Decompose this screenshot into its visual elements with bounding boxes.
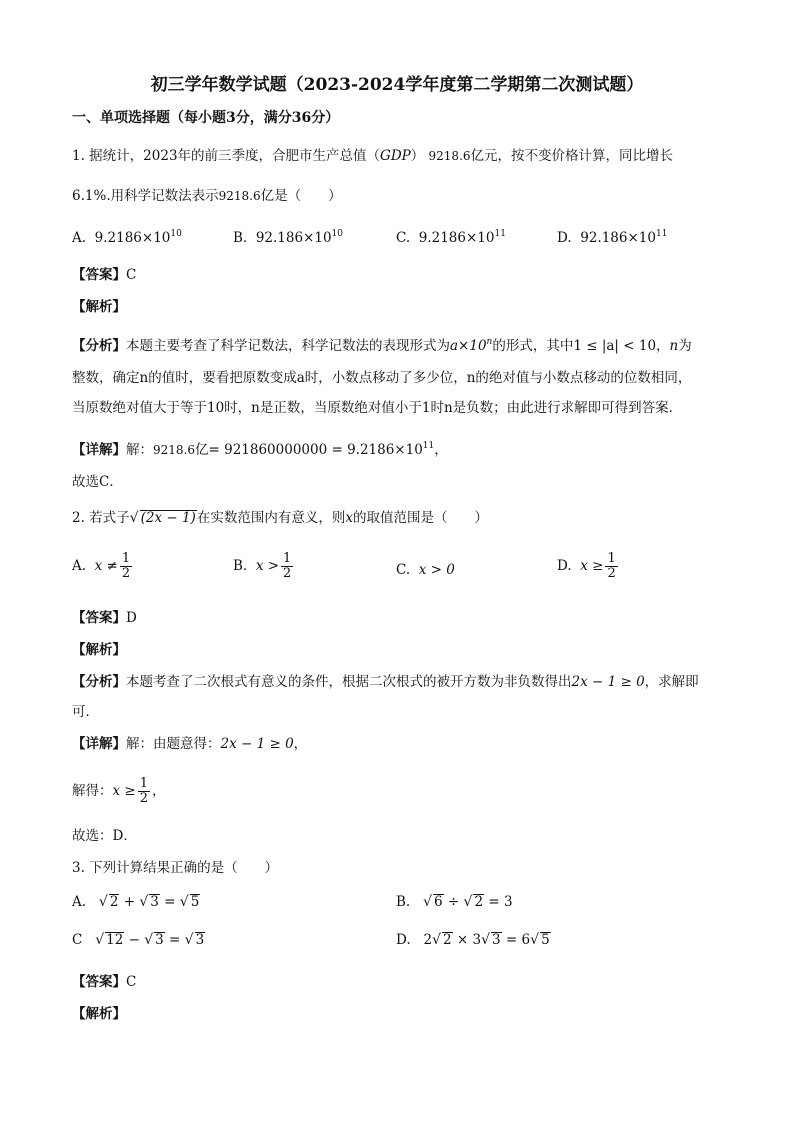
result: 3 bbox=[503, 894, 513, 910]
q2-solve bbox=[72, 774, 166, 808]
option-exponent: 11 bbox=[494, 229, 506, 239]
q3-option-b[interactable]: B. √ 6 ÷ √ 2 = 3 bbox=[396, 894, 513, 910]
option-value: x > bbox=[255, 558, 280, 574]
fenxi-math: 2x − 1 ≥ 0 bbox=[571, 674, 645, 690]
option-exponent: 10 bbox=[331, 229, 343, 239]
q1-fenxi-line2: 整数，确定n的值时，要看把原数变成a时，小数点移动了多少位，n的绝对值与小数点移动的位数相同， bbox=[72, 370, 692, 386]
option-label: C. bbox=[396, 562, 411, 578]
fraction bbox=[281, 552, 293, 581]
page-title: 初三学年数学试题（2023-2024学年度第二学期第二次测试题） bbox=[150, 75, 644, 95]
option-label: B. bbox=[233, 558, 248, 574]
q3-option-c[interactable]: C √ 12 − √ 3 = √ 3 bbox=[72, 932, 205, 948]
q2-radicand: (2x − 1) bbox=[140, 510, 196, 526]
q1-text: .用科学记数法表示 bbox=[106, 188, 219, 204]
q1-option-d[interactable] bbox=[557, 229, 667, 246]
q2-analysis-label: 【解析】 bbox=[72, 642, 126, 658]
option-label: B. bbox=[396, 894, 411, 910]
denominator: 2 bbox=[121, 566, 131, 581]
q1-text: ） bbox=[410, 148, 425, 164]
coefficient: 2 bbox=[423, 932, 433, 948]
fenxi-label: 【分析】 bbox=[72, 338, 126, 354]
q2-choose: 故选：D． bbox=[72, 828, 137, 844]
answer-value: D bbox=[126, 610, 137, 626]
section-heading: 一、单项选择题（每小题3分，满分36分） bbox=[72, 110, 340, 126]
q3-stem: 3. 下列计算结果正确的是（ ） bbox=[72, 860, 279, 876]
option-value: 9.2186×10 bbox=[418, 230, 495, 246]
radicand: 2 bbox=[474, 894, 484, 910]
q3-option-d[interactable]: D. 2√ 2 × 3√ 3 = 6√ 5 bbox=[396, 932, 550, 948]
q3-option-a[interactable]: A. √ 2 + √ 3 = √ 5 bbox=[72, 894, 200, 910]
fenxi-math: a×10 bbox=[450, 338, 487, 354]
coefficient: 3 bbox=[472, 932, 482, 948]
q2-fenxi-line1 bbox=[72, 672, 699, 692]
detail-math: = 921860000000 = 9.2186×10 bbox=[208, 442, 423, 458]
q2-fenxi-line2: 可． bbox=[72, 704, 99, 720]
answer-label: 【答案】 bbox=[72, 610, 126, 626]
q1-percent: 6.1% bbox=[72, 188, 107, 204]
option-value: x ≠ bbox=[94, 558, 118, 574]
sqrt-icon: √ bbox=[463, 894, 473, 910]
q1-detail bbox=[72, 436, 448, 460]
q1-text: 亿是（ ） bbox=[260, 188, 342, 204]
option-label: D. bbox=[396, 932, 411, 948]
sqrt-icon: √ bbox=[423, 894, 433, 910]
q1-option-b[interactable] bbox=[233, 229, 343, 246]
q1-fenxi-line1 bbox=[72, 332, 692, 356]
fenxi-text: ，求解即 bbox=[644, 674, 699, 690]
denominator: 2 bbox=[607, 566, 616, 581]
q1-value: 9218.6 bbox=[428, 149, 471, 163]
detail-text: ， bbox=[293, 736, 308, 752]
numerator: 1 bbox=[139, 776, 148, 791]
coefficient: 6 bbox=[521, 932, 531, 948]
solve-math: x ≥ bbox=[112, 783, 136, 799]
q1-choose: 故选C． bbox=[72, 474, 123, 490]
q2-text: 在实数范围内有意义，则 bbox=[196, 510, 346, 526]
numerator: 1 bbox=[607, 551, 616, 566]
fenxi-math: n bbox=[669, 338, 679, 354]
detail-label: 【详解】 bbox=[72, 736, 126, 752]
answer-value: C bbox=[126, 267, 137, 283]
sqrt-icon: √ bbox=[129, 510, 139, 526]
fenxi-text: 的形式，其中 bbox=[492, 338, 574, 354]
answer-label: 【答案】 bbox=[72, 267, 126, 283]
q1-gdp: GDP bbox=[380, 148, 411, 164]
q2-option-c[interactable] bbox=[396, 562, 455, 578]
sqrt-icon: √ bbox=[139, 894, 149, 910]
fenxi-math: 1 ≤ |a| < 10 bbox=[573, 338, 657, 354]
radicand: 2 bbox=[109, 894, 119, 910]
fraction bbox=[138, 777, 150, 806]
q1-value: 9218.6 bbox=[218, 189, 261, 203]
detail-text: ， bbox=[434, 442, 448, 458]
q2-detail bbox=[72, 734, 307, 754]
option-label: A. bbox=[72, 894, 87, 910]
numerator: 1 bbox=[283, 551, 292, 566]
detail-text: 解：由题意得： bbox=[126, 736, 221, 752]
sqrt-icon: √ bbox=[98, 894, 108, 910]
radicand: 3 bbox=[195, 932, 205, 948]
option-label: A. bbox=[72, 558, 87, 574]
q2-stem bbox=[72, 508, 488, 528]
sqrt-icon: √ bbox=[179, 894, 189, 910]
solve-text: 解得： bbox=[72, 783, 113, 799]
fenxi-text: 本题主要考查了科学记数法，科学记数法的表现形式为 bbox=[126, 338, 450, 354]
option-value: 92.186×10 bbox=[255, 230, 332, 246]
detail-value: 9218.6 bbox=[153, 443, 195, 457]
q1-option-c[interactable] bbox=[396, 229, 506, 246]
detail-math: 2x − 1 ≥ 0 bbox=[220, 736, 294, 752]
radicand: 12 bbox=[106, 932, 124, 948]
q1-stem-line2 bbox=[72, 186, 342, 206]
fraction bbox=[605, 552, 617, 581]
q1-analysis-label: 【解析】 bbox=[72, 299, 126, 315]
fenxi-text: 为 bbox=[678, 338, 692, 354]
detail-label: 【详解】 bbox=[72, 442, 126, 458]
numerator: 1 bbox=[121, 551, 131, 566]
sqrt-icon: √ bbox=[530, 932, 540, 948]
option-label: B. bbox=[233, 230, 248, 246]
radicand: 3 bbox=[155, 932, 164, 948]
sqrt-icon: √ bbox=[481, 932, 491, 948]
radicand: 3 bbox=[492, 932, 501, 948]
radicand: 2 bbox=[443, 932, 452, 948]
fenxi-exp: n bbox=[486, 337, 493, 347]
option-value: 9.2186×10 bbox=[94, 230, 171, 246]
fenxi-text: 本题考查了二次根式有意义的条件，根据二次根式的被开方数为非负数得出 bbox=[126, 674, 572, 690]
option-label: D. bbox=[557, 558, 572, 574]
fenxi-label: 【分析】 bbox=[72, 674, 126, 690]
answer-label: 【答案】 bbox=[72, 974, 126, 990]
radicand: 6 bbox=[434, 894, 443, 910]
fenxi-text: ， bbox=[656, 338, 670, 354]
q2-var: x bbox=[345, 510, 353, 526]
radicand: 5 bbox=[541, 932, 550, 948]
sqrt-icon: √ bbox=[144, 932, 154, 948]
sqrt-icon: √ bbox=[184, 932, 194, 948]
q1-text: 1. 据统计，2023年的前三季度，合肥市生产总值（ bbox=[72, 148, 381, 164]
q2-option-b[interactable] bbox=[233, 552, 295, 581]
detail-exp: 11 bbox=[422, 441, 435, 451]
q1-option-a[interactable] bbox=[72, 229, 182, 246]
detail-text: 解： bbox=[126, 442, 153, 458]
q1-stem-line1 bbox=[72, 146, 673, 166]
answer-value: C bbox=[126, 974, 137, 990]
q2-text: 2. 若式子 bbox=[72, 510, 130, 526]
q1-fenxi-line3: 当原数绝对值大于等于10时，n是正数，当原数绝对值小于1时n是负数；由此进行求解即可得到答案． bbox=[72, 400, 683, 416]
option-value: 92.186×10 bbox=[580, 230, 656, 246]
q3-answer bbox=[72, 972, 136, 992]
option-label: C bbox=[72, 932, 83, 948]
solve-text: ， bbox=[152, 783, 166, 799]
sqrt-icon: √ bbox=[95, 932, 105, 948]
sqrt-icon: √ bbox=[432, 932, 442, 948]
option-value: x ≥ bbox=[580, 558, 604, 574]
denominator: 2 bbox=[283, 566, 292, 581]
fraction bbox=[120, 552, 132, 581]
option-value: x > 0 bbox=[418, 562, 455, 578]
q2-option-d[interactable] bbox=[557, 552, 620, 581]
q1-text: 亿元，按不变价格计算，同比增长 bbox=[470, 148, 674, 164]
q2-answer bbox=[72, 608, 137, 628]
detail-text: 亿 bbox=[195, 442, 209, 458]
option-exponent: 11 bbox=[655, 229, 668, 239]
option-exponent: 10 bbox=[170, 229, 182, 239]
denominator: 2 bbox=[139, 791, 148, 806]
option-label: D. bbox=[557, 230, 572, 246]
option-label: C. bbox=[396, 230, 411, 246]
q2-option-a[interactable] bbox=[72, 552, 134, 581]
q2-text: 的取值范围是（ ） bbox=[352, 510, 488, 526]
q1-answer bbox=[72, 265, 136, 285]
option-label: A. bbox=[72, 230, 87, 246]
radicand: 5 bbox=[190, 894, 200, 910]
radicand: 3 bbox=[150, 894, 159, 910]
q3-analysis-label: 【解析】 bbox=[72, 1006, 126, 1022]
